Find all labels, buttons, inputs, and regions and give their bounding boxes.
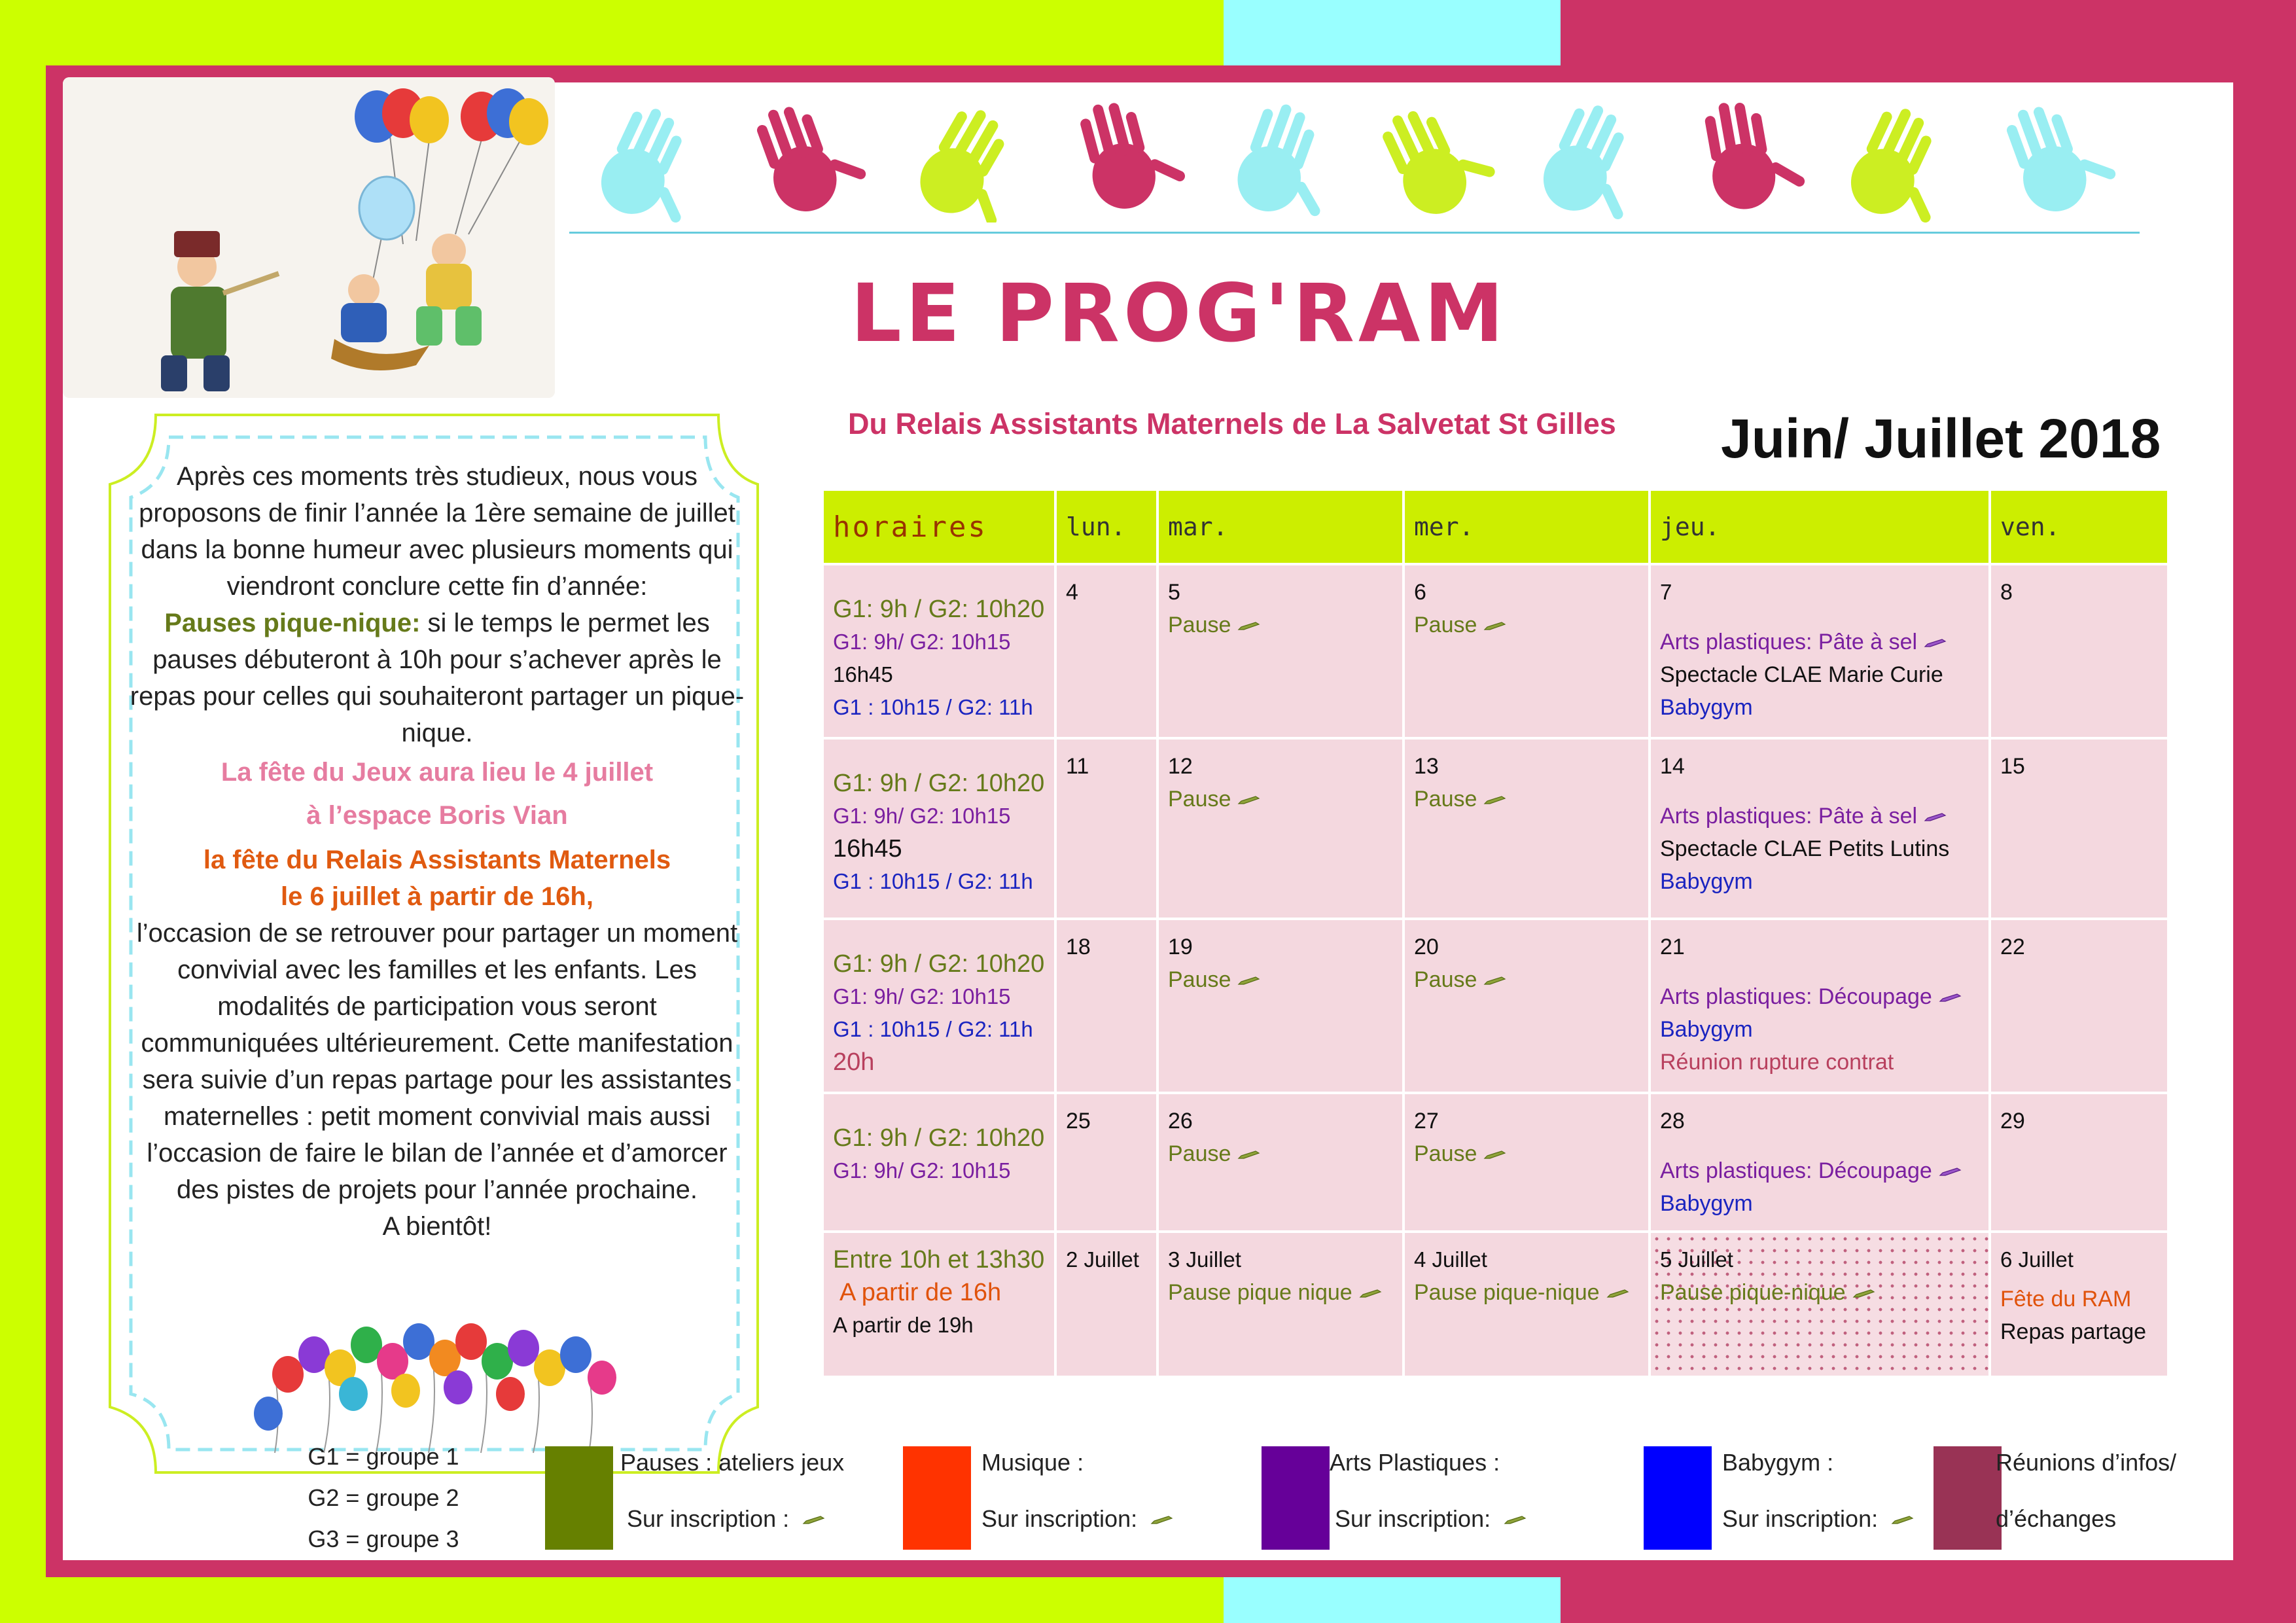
- legend-swatch-arts: [1262, 1446, 1330, 1550]
- day-number: 4: [1066, 580, 1078, 605]
- schedule-line: G1 : 10h15 / G2: 11h: [833, 869, 1033, 893]
- day-cell: [1057, 565, 1156, 737]
- legend-label-reunions: Réunions d’infos/: [1996, 1449, 2177, 1476]
- activity-pause: Pause: [1168, 613, 1231, 637]
- group-1-label: G1 = groupe 1: [308, 1443, 459, 1470]
- activity-fete: Fête du RAM: [2000, 1287, 2132, 1311]
- activity-arts: Arts plastiques: Pâte à sel: [1660, 630, 1918, 654]
- day-cell: [1991, 565, 2167, 737]
- day-cell: [1651, 740, 1988, 918]
- schedule-line: G1: 9h/ G2: 10h15: [833, 1158, 1011, 1183]
- table-row: [824, 565, 2167, 737]
- picnic-text: si le temps le permet les pauses débuteront à 10h pour s’achever après le repas pour celles qui souhaiteront partager un pique-nique.: [130, 609, 745, 747]
- activity-pause: Pause: [1414, 613, 1477, 637]
- legend-sub-babygym: [1722, 1505, 1915, 1533]
- schedule-line: A partir de 19h: [833, 1313, 974, 1337]
- intro-text: [128, 458, 746, 1245]
- day-number: 18: [1066, 935, 1091, 959]
- period-label: Juin/ Juillet 2018: [1721, 408, 2161, 469]
- legend-sub-text: Sur inscription:: [1722, 1505, 1885, 1532]
- schedule-line: G1: 9h/ G2: 10h15: [833, 630, 1011, 654]
- activity-arts: Arts plastiques: Pâte à sel: [1660, 804, 1918, 829]
- activity-pause: Pause: [1414, 787, 1477, 812]
- horaires-cell: [824, 565, 1054, 737]
- pencil-icon: [1483, 622, 1507, 631]
- page-subtitle: Du Relais Assistants Maternels de La Salvetat St Gilles: [848, 407, 1616, 440]
- horaires-cell: [824, 740, 1054, 918]
- day-number: 13: [1414, 754, 1439, 779]
- day-cell: [1159, 565, 1402, 737]
- pencil-icon: [1939, 1168, 1962, 1177]
- header-mer: mer.: [1405, 491, 1648, 563]
- schedule-line: 16h45: [833, 835, 902, 863]
- group-2-label: G2 = groupe 2: [308, 1484, 459, 1511]
- day-cell: [1057, 740, 1156, 918]
- day-cell: [1159, 1094, 1402, 1230]
- day-cell: [1651, 920, 1988, 1092]
- day-cell: [1405, 565, 1648, 737]
- legend-sub-reunions: d’échanges: [1996, 1505, 2117, 1532]
- activity-pause: Pause: [1168, 787, 1231, 812]
- day-number: 8: [2000, 580, 2013, 605]
- day-number: 25: [1066, 1109, 1091, 1133]
- day-number: 5 Juillet: [1660, 1247, 1733, 1272]
- pencil-icon: [1504, 1516, 1527, 1525]
- table-row: [824, 1233, 2167, 1376]
- day-cell: [1159, 1233, 1402, 1376]
- fete-jeux-line1: La fête du Jeux aura lieu le 4 juillet: [221, 758, 654, 787]
- pencil-icon: [1606, 1289, 1630, 1298]
- activity-pause: Pause: [1414, 1141, 1477, 1166]
- sign-off: A bientôt!: [382, 1212, 492, 1241]
- day-cell: [1405, 740, 1648, 918]
- pencil-icon: [1483, 796, 1507, 805]
- day-number: 2 Juillet: [1066, 1247, 1139, 1272]
- day-cell: [1057, 1094, 1156, 1230]
- day-cell: [1651, 565, 1988, 737]
- groups-legend: [259, 1436, 508, 1560]
- table-row: [824, 1094, 2167, 1230]
- schedule-line: 16h45: [833, 662, 893, 687]
- day-cell: [1057, 1233, 1156, 1376]
- activity-pause: Pause: [1414, 967, 1477, 992]
- pencil-icon: [1237, 622, 1261, 631]
- picnic-label: Pauses pique-nique:: [164, 609, 421, 637]
- day-cell: [1405, 1094, 1648, 1230]
- horaires-cell: [824, 1094, 1054, 1230]
- pencil-icon: [1852, 1289, 1876, 1298]
- header-ven: ven.: [1991, 491, 2167, 563]
- schedule-line: G1 : 10h15 / G2: 11h: [833, 1017, 1033, 1041]
- activity-babygym: Babygym: [1660, 1191, 1753, 1216]
- header-mar: mar.: [1159, 491, 1402, 563]
- activity-pause: Pause pique nique: [1168, 1280, 1352, 1305]
- day-number: 27: [1414, 1109, 1439, 1133]
- day-cell: [1651, 1233, 1988, 1376]
- day-number: 22: [2000, 935, 2025, 959]
- activity-spectacle: Spectacle CLAE Petits Lutins: [1660, 836, 1950, 861]
- activity-babygym: Babygym: [1660, 1017, 1753, 1042]
- activity-babygym: Babygym: [1660, 695, 1753, 720]
- table-row: [824, 920, 2167, 1092]
- day-number: 7: [1660, 580, 1672, 604]
- day-cell: [1159, 740, 1402, 918]
- pencil-icon: [1891, 1516, 1915, 1525]
- fete-ram-line1: la fête du Relais Assistants Maternels: [203, 846, 671, 874]
- header-jeu: jeu.: [1651, 491, 1988, 563]
- day-number: 15: [2000, 754, 2025, 779]
- legend-sub-text: Sur inscription:: [981, 1505, 1144, 1532]
- day-number: 5: [1168, 580, 1180, 605]
- schedule-table: [821, 488, 2170, 1378]
- day-number: 6 Juillet: [2000, 1247, 2074, 1272]
- day-number: 28: [1660, 1109, 1685, 1133]
- pencil-icon: [1483, 1150, 1507, 1160]
- horaires-cell: [824, 1233, 1054, 1376]
- day-number: 29: [2000, 1109, 2025, 1133]
- schedule-line: 20h: [833, 1048, 875, 1076]
- page-title: LE PROG'RAM: [851, 267, 1508, 360]
- horaires-cell: [824, 920, 1054, 1092]
- header-horaires: horaires: [824, 491, 1054, 563]
- day-cell: [1651, 1094, 1988, 1230]
- schedule-line: G1: 9h / G2: 10h20: [833, 770, 1045, 797]
- day-cell: [1405, 920, 1648, 1092]
- schedule-line: G1: 9h / G2: 10h20: [833, 1124, 1045, 1152]
- day-cell: [1405, 1233, 1648, 1376]
- closing-paragraph: l’occasion de se retrouver pour partager un moment convivial avec les familles et les enfants. Les modalités de participation vous seront communiquées ultérieurement. Cette manifestation sera suivie d’un repas partage pour les assistantes maternelles : petit moment convivial mais aussi l’occasion de faire le bilan de l’année et d’amorcer des pistes de projets pour l’année prochaine.: [136, 919, 738, 1204]
- picnic-paragraph: [128, 605, 746, 751]
- pencil-icon: [1483, 976, 1507, 986]
- fete-jeux-line2: à l’espace Boris Vian: [306, 801, 568, 830]
- schedule-line: G1: 9h / G2: 10h20: [833, 950, 1045, 978]
- pencil-icon: [1237, 796, 1261, 805]
- group-3-label: G3 = groupe 3: [308, 1525, 459, 1552]
- schedule-line: G1: 9h / G2: 10h20: [833, 596, 1045, 623]
- day-number: 12: [1168, 754, 1193, 779]
- schedule-line: Entre 10h et 13h30: [833, 1246, 1045, 1274]
- day-number: 14: [1660, 754, 1685, 779]
- intro-paragraph: Après ces moments très studieux, nous vous proposons de finir l’année la 1ère semaine de juillet dans la bonne humeur avec plusieurs moments qui viendront conclure cette fin d’année:: [139, 462, 735, 601]
- pencil-icon: [1939, 993, 1962, 1003]
- legend-sub-text: Sur inscription:: [1335, 1505, 1498, 1532]
- activity-arts: Arts plastiques: Découpage: [1660, 984, 1932, 1009]
- day-number: 21: [1660, 935, 1685, 959]
- day-number: 4 Juillet: [1414, 1247, 1487, 1272]
- day-number: 26: [1168, 1109, 1193, 1133]
- table-header-row: [824, 491, 2167, 563]
- schedule-line: G1: 9h/ G2: 10h15: [833, 804, 1011, 828]
- activity-babygym: Babygym: [1660, 869, 1753, 894]
- legend-label-babygym: Babygym :: [1722, 1449, 1834, 1476]
- day-number: 6: [1414, 580, 1426, 605]
- activity-repas: Repas partage: [2000, 1319, 2147, 1344]
- day-number: 20: [1414, 935, 1439, 959]
- clowns-balloons-illustration: [63, 77, 555, 398]
- divider-line: [569, 232, 2140, 234]
- pencil-icon: [1924, 639, 1947, 648]
- legend-sub-pauses: [627, 1505, 826, 1533]
- legend-sub-arts: [1335, 1505, 1527, 1533]
- legend-swatch-pauses: [545, 1446, 613, 1550]
- legend-swatch-reunions: [1934, 1446, 2002, 1550]
- day-number: 11: [1066, 754, 1089, 779]
- activity-spectacle: Spectacle CLAE Marie Curie: [1660, 662, 1943, 687]
- legend-sub-musique: [981, 1505, 1174, 1533]
- day-cell: [1057, 920, 1156, 1092]
- activity-arts: Arts plastiques: Découpage: [1660, 1158, 1932, 1183]
- legend-label-arts: Arts Plastiques :: [1330, 1449, 1500, 1476]
- header-lun: lun.: [1057, 491, 1156, 563]
- schedule-line: A partir de 16h: [839, 1279, 1002, 1306]
- handprints-decoration: [576, 92, 2146, 223]
- pencil-icon: [1237, 976, 1261, 986]
- legend-swatch-musique: [903, 1446, 971, 1550]
- activity-pause: Pause: [1168, 1141, 1231, 1166]
- day-cell: [1159, 920, 1402, 1092]
- day-number: 19: [1168, 935, 1193, 959]
- activity-pause: Pause pique-nique: [1414, 1280, 1600, 1305]
- pencil-icon: [1150, 1516, 1174, 1525]
- pencil-icon: [1924, 813, 1947, 822]
- legend-sub-text: Sur inscription :: [627, 1505, 796, 1532]
- day-cell: [1991, 1233, 2167, 1376]
- day-cell: [1991, 1094, 2167, 1230]
- pencil-icon: [1359, 1289, 1383, 1298]
- day-cell: [1991, 920, 2167, 1092]
- schedule-line: G1 : 10h15 / G2: 11h: [833, 695, 1033, 719]
- legend-label-musique: Musique :: [981, 1449, 1084, 1476]
- legend-swatch-babygym: [1644, 1446, 1712, 1550]
- pencil-icon: [802, 1516, 826, 1525]
- schedule-line: G1: 9h/ G2: 10h15: [833, 984, 1011, 1008]
- activity-pause: Pause: [1168, 967, 1231, 992]
- table-row: [824, 740, 2167, 918]
- fete-ram-line2: le 6 juillet à partir de 16h,: [281, 882, 593, 911]
- activity-pause: Pause pique-nique: [1660, 1280, 1846, 1305]
- pencil-icon: [1237, 1150, 1261, 1160]
- day-cell: [1991, 740, 2167, 918]
- legend-label-pauses: Pauses : ateliers jeux: [620, 1449, 845, 1476]
- activity-reunion: Réunion rupture contrat: [1660, 1050, 1894, 1075]
- day-number: 3 Juillet: [1168, 1247, 1241, 1272]
